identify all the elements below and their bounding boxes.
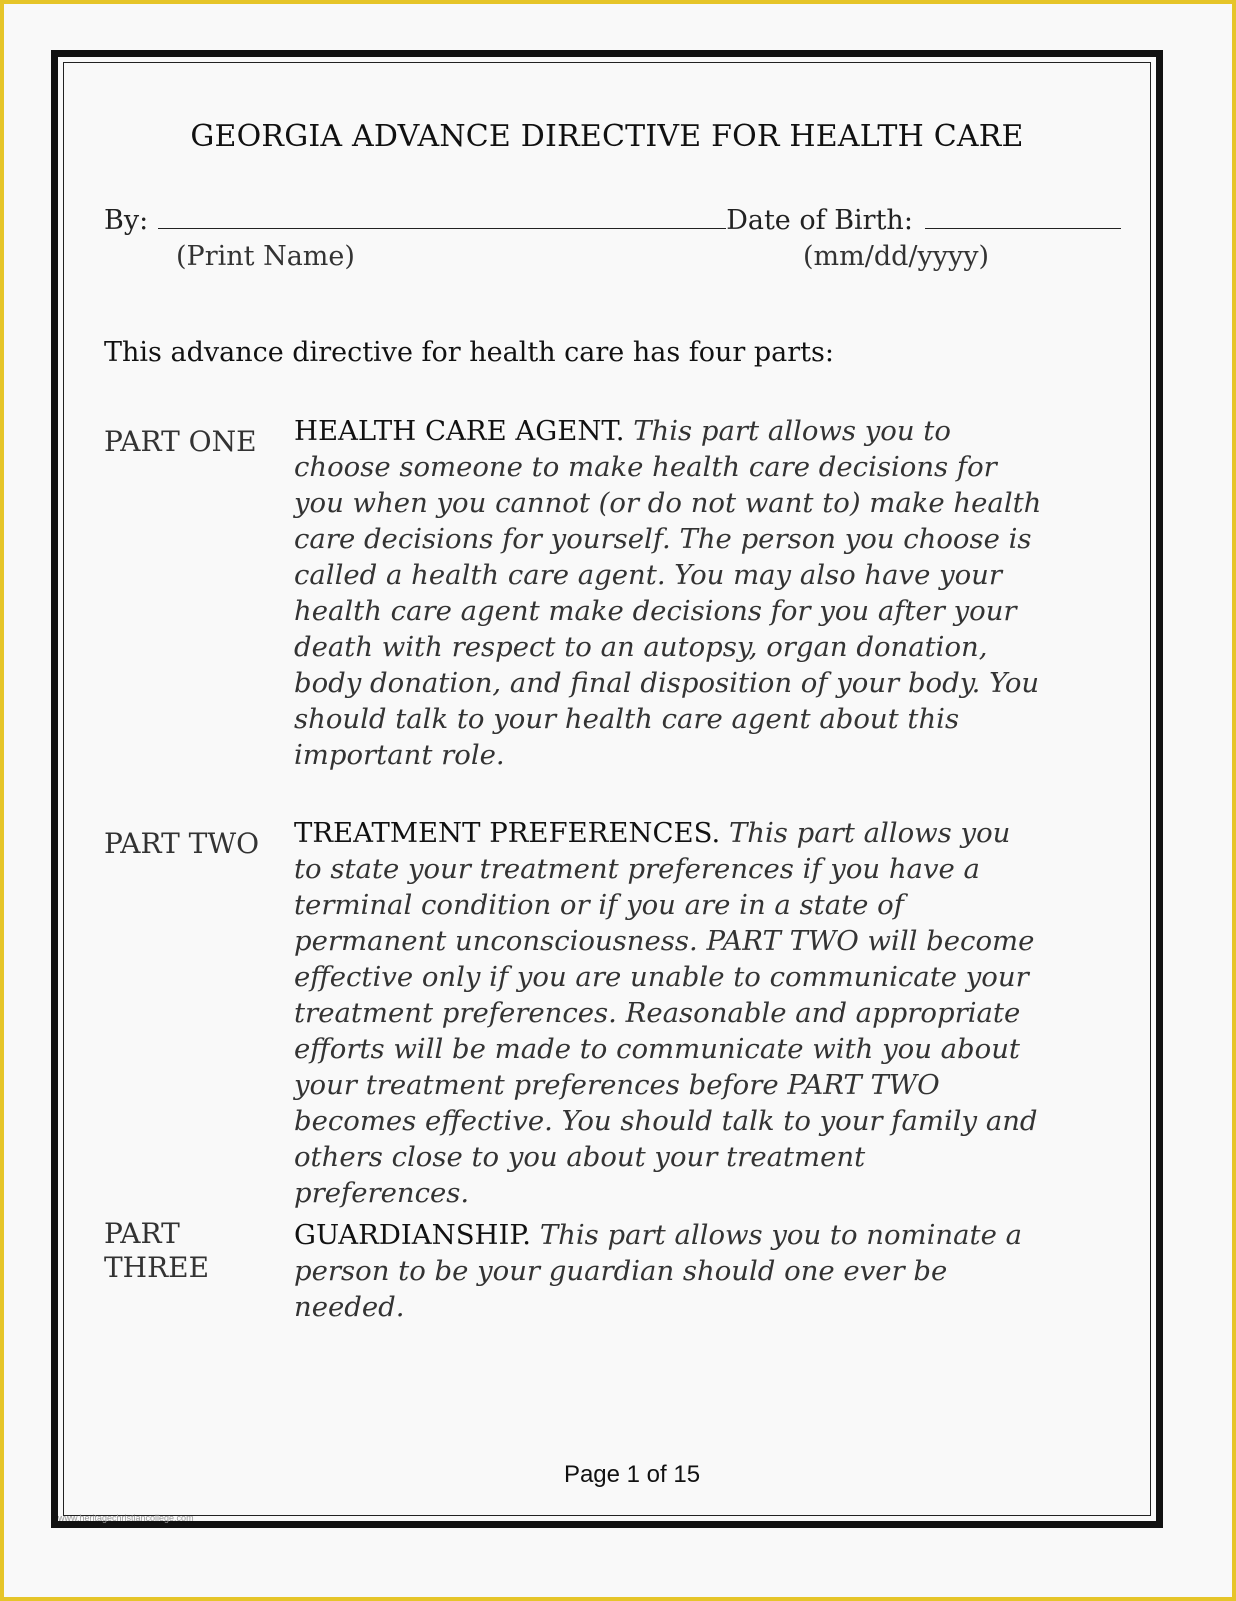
part-one-heading: HEALTH CARE AGENT.	[294, 415, 625, 447]
watermark-text: www.heritagechristiancollege.com	[58, 1513, 194, 1523]
part-two-heading: TREATMENT PREFERENCES.	[294, 817, 721, 849]
by-label: By:	[104, 205, 149, 236]
part-two-body	[294, 815, 1044, 1211]
part-three-text: This part allows you to nominate a person to be your guardian should one ever be needed.	[294, 1219, 1022, 1323]
part-two-label: PART TWO	[104, 827, 260, 860]
part-one-label: PART ONE	[104, 425, 257, 458]
document-page	[4, 4, 1232, 1597]
part-three-label: PART THREE	[104, 1217, 210, 1284]
dob-format-hint: (mm/dd/yyyy)	[803, 241, 990, 272]
document-title: GEORGIA ADVANCE DIRECTIVE FOR HEALTH CARE	[190, 119, 1024, 154]
part-three-heading: GUARDIANSHIP.	[294, 1219, 532, 1251]
part-three-body	[294, 1217, 1044, 1325]
page-border	[51, 50, 1163, 1528]
part-one-text: This part allows you to choose someone to make health care decisions for you when you cannot (or do not want to) make health care decisions for yourself. The person you choose is called a health care agent. You may also have your health care agent make decisions for you after your death with respect to an autopsy, organ donation, body donation, and final disposition of your body. You should talk to your health care agent about this important role.	[294, 415, 1042, 771]
name-dob-line	[104, 205, 1121, 236]
dob-field[interactable]	[925, 206, 1121, 229]
print-name-hint: (Print Name)	[176, 241, 355, 272]
part-two-text: This part allows you to state your treatment preferences if you have a terminal condition or if you are in a state of permanent unconsciousness. PART TWO will become effective only if you are unable to communicate your treatment preferences. Reasonable and appropriate efforts will be made to communicate with you about your treatment preferences before PART TWO becomes effective. You should talk to your family and others close to you about your treatment preferences.	[294, 817, 1038, 1209]
part-one-body	[294, 413, 1044, 773]
intro-text: This advance directive for health care has four parts:	[104, 337, 834, 368]
print-name-field[interactable]	[158, 206, 726, 229]
page-number: Page 1 of 15	[563, 1461, 701, 1488]
dob-label: Date of Birth:	[726, 205, 913, 236]
